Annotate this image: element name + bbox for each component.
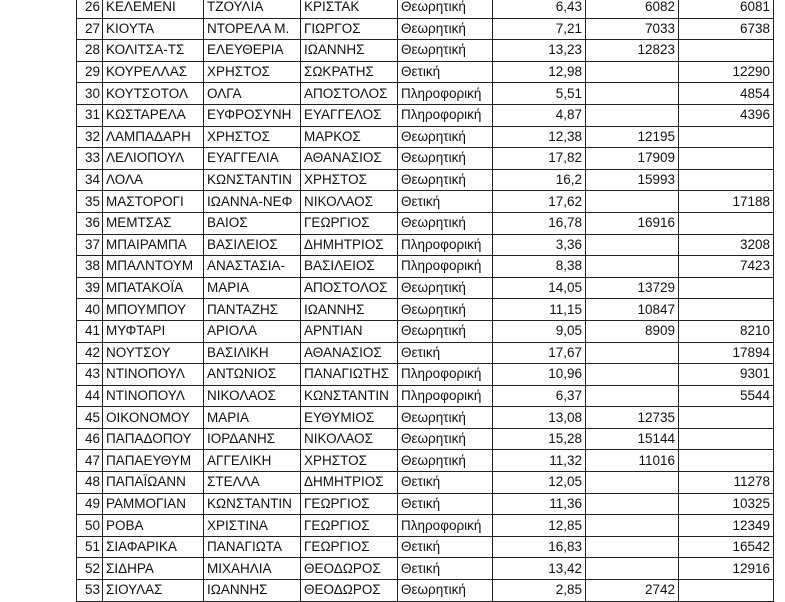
cell-num: 40 xyxy=(77,299,103,321)
cell-blank xyxy=(0,256,77,278)
cell-surname: ΜΠΟΥΜΠΟΥ xyxy=(103,299,204,321)
cell-num: 37 xyxy=(77,234,103,256)
cell-surname: ΜΠΑΤΑΚΟΪΑ xyxy=(103,277,204,299)
cell-direction: Πληροφορική xyxy=(398,234,493,256)
cell-blank xyxy=(0,580,77,602)
cell-col-b xyxy=(679,148,774,170)
table-row xyxy=(0,558,774,580)
cell-blank xyxy=(0,558,77,580)
cell-num: 49 xyxy=(77,493,103,515)
cell-name: ΒΑΙΟΣ xyxy=(204,212,301,234)
cell-num: 35 xyxy=(77,191,103,213)
table-row xyxy=(0,212,774,234)
cell-col-b: 8210 xyxy=(679,320,774,342)
cell-name: ΕΛΕΥΘΕΡΙΑ xyxy=(204,40,301,62)
cell-father: ΣΩΚΡΑΤΗΣ xyxy=(301,61,398,83)
table-row xyxy=(0,299,774,321)
cell-col-b: 17894 xyxy=(679,342,774,364)
cell-direction: Θετική xyxy=(398,472,493,494)
cell-blank xyxy=(0,515,77,537)
cell-col-a: 11016 xyxy=(586,450,679,472)
cell-num: 47 xyxy=(77,450,103,472)
table-row xyxy=(0,342,774,364)
cell-col-b xyxy=(679,169,774,191)
cell-blank xyxy=(0,126,77,148)
cell-direction: Πληροφορική xyxy=(398,364,493,386)
cell-father: ΕΥΘΥΜΙΟΣ xyxy=(301,407,398,429)
cell-surname: ΠΑΠΑΪΩΑΝΝ xyxy=(103,472,204,494)
cell-surname: ΡΑΜΜΟΓΙΑΝ xyxy=(103,493,204,515)
cell-col-a: 8909 xyxy=(586,320,679,342)
cell-col-b: 11278 xyxy=(679,472,774,494)
cell-col-b xyxy=(679,277,774,299)
cell-col-a: 2742 xyxy=(586,580,679,602)
cell-direction: Πληροφορική xyxy=(398,515,493,537)
cell-grade: 16,2 xyxy=(493,169,586,191)
cell-col-a xyxy=(586,83,679,105)
cell-name: ΑΓΓΕΛΙΚΗ xyxy=(204,450,301,472)
cell-grade: 6,43 xyxy=(493,0,586,18)
cell-blank xyxy=(0,299,77,321)
cell-surname: ΠΑΠΑΔΟΠΟΥ xyxy=(103,428,204,450)
cell-father: ΑΡΝΤΙΑΝ xyxy=(301,320,398,342)
cell-col-a: 7033 xyxy=(586,18,679,40)
table-row xyxy=(0,407,774,429)
cell-grade: 12,98 xyxy=(493,61,586,83)
cell-grade: 11,32 xyxy=(493,450,586,472)
cell-grade: 11,36 xyxy=(493,493,586,515)
cell-col-a: 17909 xyxy=(586,148,679,170)
cell-name: ΕΥΦΡΟΣΥΝΗ xyxy=(204,104,301,126)
cell-col-a xyxy=(586,385,679,407)
cell-direction: Θετική xyxy=(398,493,493,515)
cell-surname: ΟΙΚΟΝΟΜΟΥ xyxy=(103,407,204,429)
table-row xyxy=(0,450,774,472)
cell-father: ΘΕΟΔΩΡΟΣ xyxy=(301,580,398,602)
cell-surname: ΣΙΑΦΑΡΙΚΑ xyxy=(103,536,204,558)
cell-col-b: 16542 xyxy=(679,536,774,558)
cell-grade: 12,85 xyxy=(493,515,586,537)
cell-direction: Θεωρητική xyxy=(398,148,493,170)
cell-num: 42 xyxy=(77,342,103,364)
cell-direction: Θετική xyxy=(398,342,493,364)
cell-surname: ΜΑΣΤΟΡΟΓΙ xyxy=(103,191,204,213)
cell-surname: ΝΤΙΝΟΠΟΥΛ xyxy=(103,364,204,386)
cell-father: ΔΗΜΗΤΡΙΟΣ xyxy=(301,234,398,256)
cell-surname: ΚΟΥΤΣΟΤΟΛ xyxy=(103,83,204,105)
table-row xyxy=(0,126,774,148)
cell-father: ΓΕΩΡΓΙΟΣ xyxy=(301,493,398,515)
cell-direction: Θεωρητική xyxy=(398,320,493,342)
cell-surname: ΚΟΥΡΕΛΛΑΣ xyxy=(103,61,204,83)
cell-name: ΝΤΟΡΕΛΑ Μ. xyxy=(204,18,301,40)
cell-col-b: 5544 xyxy=(679,385,774,407)
cell-col-a xyxy=(586,515,679,537)
cell-blank xyxy=(0,0,77,18)
cell-name: ΧΡΗΣΤΟΣ xyxy=(204,126,301,148)
cell-grade: 10,96 xyxy=(493,364,586,386)
cell-father: ΑΘΑΝΑΣΙΟΣ xyxy=(301,342,398,364)
cell-num: 33 xyxy=(77,148,103,170)
cell-num: 53 xyxy=(77,580,103,602)
cell-surname: ΛΟΛΑ xyxy=(103,169,204,191)
cell-grade: 17,62 xyxy=(493,191,586,213)
table-row xyxy=(0,493,774,515)
cell-grade: 3,36 xyxy=(493,234,586,256)
cell-col-a: 12735 xyxy=(586,407,679,429)
cell-father: ΧΡΗΣΤΟΣ xyxy=(301,450,398,472)
cell-num: 31 xyxy=(77,104,103,126)
cell-surname: ΜΕΜΤΣΑΣ xyxy=(103,212,204,234)
cell-father: ΚΡΙΣΤΑΚ xyxy=(301,0,398,18)
cell-blank xyxy=(0,191,77,213)
cell-surname: ΚΙΟΥΤΑ xyxy=(103,18,204,40)
cell-father: ΝΙΚΟΛΑΟΣ xyxy=(301,191,398,213)
cell-col-b xyxy=(679,40,774,62)
cell-col-a: 13729 xyxy=(586,277,679,299)
cell-surname: ΝΤΙΝΟΠΟΥΛ xyxy=(103,385,204,407)
cell-name: ΑΡΙΟΛΑ xyxy=(204,320,301,342)
cell-num: 51 xyxy=(77,536,103,558)
cell-direction: Θεωρητική xyxy=(398,40,493,62)
cell-blank xyxy=(0,169,77,191)
cell-name: ΚΩΝΣΤΑΝΤΙΝ xyxy=(204,493,301,515)
cell-grade: 14,05 xyxy=(493,277,586,299)
cell-grade: 17,82 xyxy=(493,148,586,170)
cell-blank xyxy=(0,61,77,83)
cell-father: ΑΘΑΝΑΣΙΟΣ xyxy=(301,148,398,170)
cell-grade: 15,28 xyxy=(493,428,586,450)
cell-direction: Θεωρητική xyxy=(398,299,493,321)
cell-col-a xyxy=(586,342,679,364)
cell-name: ΒΑΣΙΛΕΙΟΣ xyxy=(204,234,301,256)
cell-surname: ΠΑΠΑΕΥΘΥΜ xyxy=(103,450,204,472)
cell-col-b: 12349 xyxy=(679,515,774,537)
cell-grade: 13,23 xyxy=(493,40,586,62)
cell-name: ΜΑΡΙΑ xyxy=(204,407,301,429)
table-row xyxy=(0,515,774,537)
table-row xyxy=(0,234,774,256)
cell-father: ΠΑΝΑΓΙΩΤΗΣ xyxy=(301,364,398,386)
cell-blank xyxy=(0,148,77,170)
cell-col-b: 10325 xyxy=(679,493,774,515)
cell-blank xyxy=(0,364,77,386)
cell-surname: ΛΕΛΙΟΠΟΥΛ xyxy=(103,148,204,170)
cell-col-b: 4396 xyxy=(679,104,774,126)
cell-direction: Θεωρητική xyxy=(398,450,493,472)
cell-name: ΝΙΚΟΛΑΟΣ xyxy=(204,385,301,407)
table-row xyxy=(0,320,774,342)
cell-col-a xyxy=(586,191,679,213)
cell-grade: 6,37 xyxy=(493,385,586,407)
cell-blank xyxy=(0,472,77,494)
cell-name: ΑΝΑΣΤΑΣΙΑ- xyxy=(204,256,301,278)
cell-surname: ΜΥΦΤΑΡΙ xyxy=(103,320,204,342)
cell-num: 52 xyxy=(77,558,103,580)
cell-direction: Πληροφορική xyxy=(398,83,493,105)
cell-name: ΙΟΡΔΑΝΗΣ xyxy=(204,428,301,450)
cell-num: 48 xyxy=(77,472,103,494)
cell-name: ΒΑΣΙΛΙΚΗ xyxy=(204,342,301,364)
cell-num: 26 xyxy=(77,0,103,18)
cell-grade: 9,05 xyxy=(493,320,586,342)
cell-surname: ΚΩΣΤΑΡΕΛΑ xyxy=(103,104,204,126)
cell-surname: ΚΕΛΕΜΕΝΙ xyxy=(103,0,204,18)
cell-father: ΙΩΑΝΝΗΣ xyxy=(301,40,398,62)
cell-surname: ΚΟΛΙΤΣΑ-ΤΣ xyxy=(103,40,204,62)
table-row xyxy=(0,256,774,278)
cell-col-a: 15144 xyxy=(586,428,679,450)
cell-grade: 5,51 xyxy=(493,83,586,105)
cell-grade: 8,38 xyxy=(493,256,586,278)
cell-num: 34 xyxy=(77,169,103,191)
cell-direction: Θεωρητική xyxy=(398,212,493,234)
cell-grade: 13,42 xyxy=(493,558,586,580)
cell-blank xyxy=(0,18,77,40)
cell-col-a xyxy=(586,256,679,278)
table-row xyxy=(0,61,774,83)
cell-col-a xyxy=(586,61,679,83)
cell-col-a: 15993 xyxy=(586,169,679,191)
table-row xyxy=(0,385,774,407)
cell-direction: Θεωρητική xyxy=(398,0,493,18)
cell-blank xyxy=(0,450,77,472)
table-row xyxy=(0,191,774,213)
cell-surname: ΛΑΜΠΑΔΑΡΗ xyxy=(103,126,204,148)
cell-name: ΤΖΟΥΛΙΑ xyxy=(204,0,301,18)
cell-father: ΓΕΩΡΓΙΟΣ xyxy=(301,515,398,537)
cell-name: ΑΝΤΩΝΙΟΣ xyxy=(204,364,301,386)
cell-father: ΓΙΩΡΓΟΣ xyxy=(301,18,398,40)
table-row xyxy=(0,169,774,191)
cell-col-b xyxy=(679,212,774,234)
cell-blank xyxy=(0,342,77,364)
cell-surname: ΡΟΒΑ xyxy=(103,515,204,537)
cell-surname: ΝΟΥΤΣΟΥ xyxy=(103,342,204,364)
cell-num: 38 xyxy=(77,256,103,278)
table-row xyxy=(0,104,774,126)
cell-col-b: 12916 xyxy=(679,558,774,580)
table-row xyxy=(0,148,774,170)
cell-blank xyxy=(0,83,77,105)
cell-col-b xyxy=(679,428,774,450)
cell-father: ΑΠΟΣΤΟΛΟΣ xyxy=(301,277,398,299)
cell-father: ΚΩΝΣΤΑΝΤΙΝ xyxy=(301,385,398,407)
cell-name: ΧΡΗΣΤΟΣ xyxy=(204,61,301,83)
cell-col-b: 17188 xyxy=(679,191,774,213)
cell-father: ΧΡΗΣΤΟΣ xyxy=(301,169,398,191)
cell-direction: Θεωρητική xyxy=(398,277,493,299)
cell-blank xyxy=(0,234,77,256)
cell-blank xyxy=(0,493,77,515)
cell-num: 44 xyxy=(77,385,103,407)
cell-blank xyxy=(0,104,77,126)
cell-col-b: 9301 xyxy=(679,364,774,386)
cell-direction: Πληροφορική xyxy=(398,385,493,407)
cell-col-a xyxy=(586,234,679,256)
cell-name: ΜΙΧΑΗΛΙΑ xyxy=(204,558,301,580)
cell-father: ΜΑΡΚΟΣ xyxy=(301,126,398,148)
cell-col-b: 7423 xyxy=(679,256,774,278)
cell-name: ΧΡΙΣΤΙΝΑ xyxy=(204,515,301,537)
cell-surname: ΜΠΑΙΡΑΜΠΑ xyxy=(103,234,204,256)
cell-grade: 17,67 xyxy=(493,342,586,364)
cell-num: 29 xyxy=(77,61,103,83)
cell-col-b xyxy=(679,580,774,602)
cell-father: ΘΕΟΔΩΡΟΣ xyxy=(301,558,398,580)
cell-blank xyxy=(0,320,77,342)
cell-col-a xyxy=(586,472,679,494)
cell-father: ΑΠΟΣΤΟΛΟΣ xyxy=(301,83,398,105)
cell-direction: Θεωρητική xyxy=(398,126,493,148)
cell-name: ΙΩΑΝΝΑ-ΝΕΦ xyxy=(204,191,301,213)
cell-col-a xyxy=(586,104,679,126)
cell-direction: Πληροφορική xyxy=(398,256,493,278)
table-row xyxy=(0,83,774,105)
cell-blank xyxy=(0,40,77,62)
cell-grade: 11,15 xyxy=(493,299,586,321)
cell-name: ΣΤΕΛΛΑ xyxy=(204,472,301,494)
cell-col-b xyxy=(679,126,774,148)
cell-name: ΟΛΓΑ xyxy=(204,83,301,105)
cell-blank xyxy=(0,385,77,407)
cell-father: ΔΗΜΗΤΡΙΟΣ xyxy=(301,472,398,494)
cell-col-a xyxy=(586,558,679,580)
cell-col-b xyxy=(679,407,774,429)
cell-blank xyxy=(0,277,77,299)
cell-direction: Θεωρητική xyxy=(398,428,493,450)
table-row xyxy=(0,472,774,494)
cell-surname: ΜΠΑΛΝΤΟΥΜ xyxy=(103,256,204,278)
cell-num: 32 xyxy=(77,126,103,148)
cell-num: 27 xyxy=(77,18,103,40)
cell-col-b: 3208 xyxy=(679,234,774,256)
cell-direction: Θετική xyxy=(398,61,493,83)
cell-col-b: 4854 xyxy=(679,83,774,105)
cell-direction: Θεωρητική xyxy=(398,407,493,429)
table-row xyxy=(0,364,774,386)
cell-col-b xyxy=(679,450,774,472)
table-row xyxy=(0,18,774,40)
cell-grade: 12,38 xyxy=(493,126,586,148)
cell-num: 28 xyxy=(77,40,103,62)
cell-num: 30 xyxy=(77,83,103,105)
cell-col-b: 6738 xyxy=(679,18,774,40)
cell-father: ΕΥΑΓΓΕΛΟΣ xyxy=(301,104,398,126)
cell-surname: ΣΙΔΗΡΑ xyxy=(103,558,204,580)
cell-direction: Πληροφορική xyxy=(398,104,493,126)
cell-grade: 13,08 xyxy=(493,407,586,429)
cell-father: ΙΩΑΝΝΗΣ xyxy=(301,299,398,321)
cell-direction: Θεωρητική xyxy=(398,18,493,40)
cell-num: 36 xyxy=(77,212,103,234)
cell-num: 45 xyxy=(77,407,103,429)
cell-name: ΕΥΑΓΓΕΛΙΑ xyxy=(204,148,301,170)
cell-col-a: 6082 xyxy=(586,0,679,18)
cell-blank xyxy=(0,212,77,234)
cell-direction: Θεωρητική xyxy=(398,580,493,602)
cell-direction: Θετική xyxy=(398,536,493,558)
cell-col-b: 12290 xyxy=(679,61,774,83)
cell-blank xyxy=(0,428,77,450)
cell-name: ΚΩΝΣΤΑΝΤΙΝ xyxy=(204,169,301,191)
table-row xyxy=(0,428,774,450)
cell-name: ΠΑΝΤΑΖΗΣ xyxy=(204,299,301,321)
cell-grade: 16,78 xyxy=(493,212,586,234)
cell-direction: Θεωρητική xyxy=(398,169,493,191)
cell-father: ΒΑΣΙΛΕΙΟΣ xyxy=(301,256,398,278)
cell-father: ΓΕΩΡΓΙΟΣ xyxy=(301,212,398,234)
cell-name: ΜΑΡΙΑ xyxy=(204,277,301,299)
cell-direction: Θετική xyxy=(398,191,493,213)
cell-col-b: 6081 xyxy=(679,0,774,18)
cell-col-a xyxy=(586,364,679,386)
cell-col-a: 10847 xyxy=(586,299,679,321)
cell-num: 39 xyxy=(77,277,103,299)
cell-surname: ΣΙΟΥΛΑΣ xyxy=(103,580,204,602)
cell-father: ΓΕΩΡΓΙΟΣ xyxy=(301,536,398,558)
cell-father: ΝΙΚΟΛΑΟΣ xyxy=(301,428,398,450)
cell-col-a: 16916 xyxy=(586,212,679,234)
cell-blank xyxy=(0,407,77,429)
cell-name: ΠΑΝΑΓΙΩΤΑ xyxy=(204,536,301,558)
cell-col-a: 12823 xyxy=(586,40,679,62)
cell-col-a xyxy=(586,493,679,515)
table-row xyxy=(0,0,774,18)
cell-num: 46 xyxy=(77,428,103,450)
cell-num: 50 xyxy=(77,515,103,537)
cell-num: 43 xyxy=(77,364,103,386)
cell-grade: 4,87 xyxy=(493,104,586,126)
cell-num: 41 xyxy=(77,320,103,342)
cell-grade: 7,21 xyxy=(493,18,586,40)
table-row xyxy=(0,580,774,602)
cell-direction: Θετική xyxy=(398,558,493,580)
cell-grade: 12,05 xyxy=(493,472,586,494)
table-row xyxy=(0,40,774,62)
cell-col-a: 12195 xyxy=(586,126,679,148)
table-row xyxy=(0,277,774,299)
cell-col-b xyxy=(679,299,774,321)
cell-grade: 16,83 xyxy=(493,536,586,558)
cell-grade: 2,85 xyxy=(493,580,586,602)
cell-name: ΙΩΑΝΝΗΣ xyxy=(204,580,301,602)
